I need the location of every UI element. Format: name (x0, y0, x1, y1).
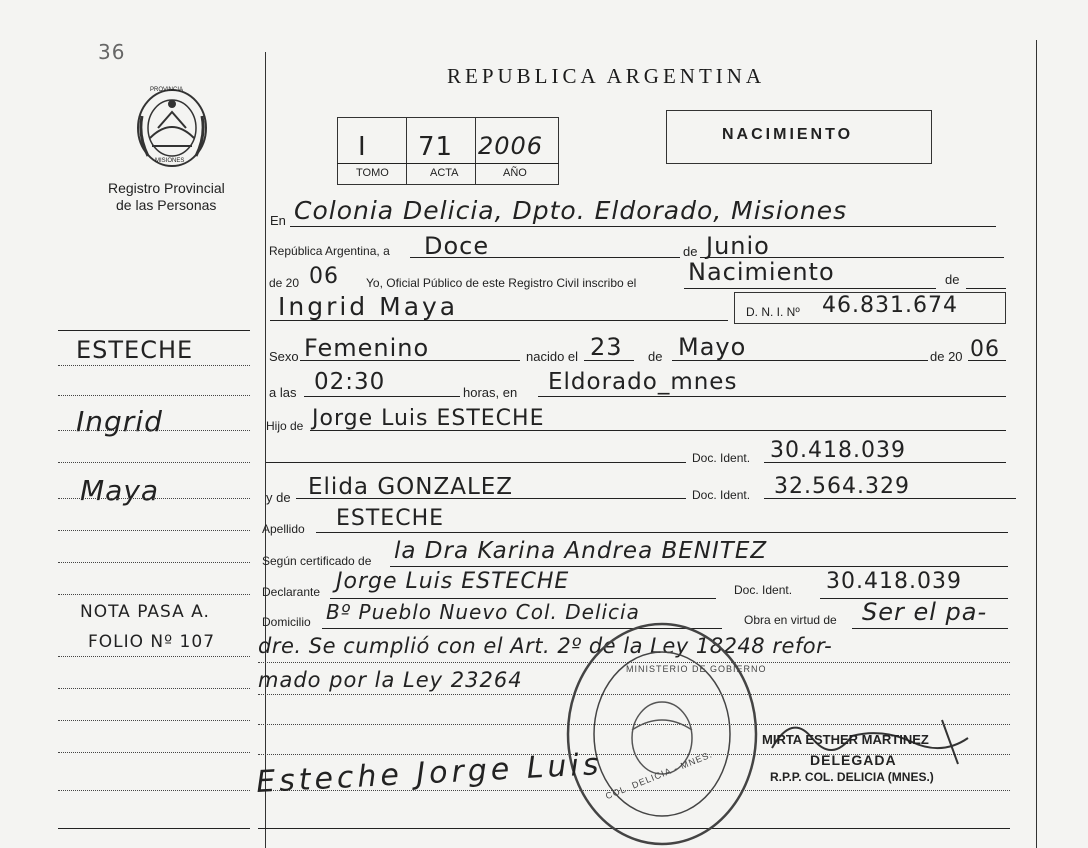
registry-line2: de las Personas (116, 197, 217, 213)
margin-rule-2 (58, 395, 250, 396)
apellido-rule (316, 532, 1008, 533)
mother-rule (296, 498, 686, 499)
nacido-label: nacido el (526, 349, 579, 364)
republica-label: República Argentina, a (269, 244, 390, 258)
en-rule (290, 226, 996, 227)
official-stamp-icon (562, 620, 762, 848)
margin-surname: ESTECHE (76, 336, 194, 364)
acta-value: 71 (418, 132, 454, 162)
father-doc-label: Doc. Ident. (692, 451, 751, 465)
officer-office: R.P.P. COL. DELICIA (MNES.) (770, 770, 934, 784)
inscription-rule (684, 288, 936, 289)
sexo-rule (300, 360, 520, 361)
mother-doc-rule (764, 498, 1016, 499)
act-type-label: NACIMIENTO (722, 126, 854, 143)
continuation-line2: mado por la Ley 23264 (258, 668, 523, 692)
margin-rule-10 (58, 688, 250, 689)
horas-label: horas, en (463, 385, 518, 400)
declarante-rule (330, 598, 716, 599)
obra-rule (852, 628, 1008, 629)
year-prefix: de 20 (269, 276, 300, 290)
declarante-doc-label: Doc. Ident. (734, 583, 793, 597)
dni-value: 46.831.674 (822, 293, 958, 318)
de-label-3: de (648, 349, 663, 364)
declarante-doc: 30.418.039 (826, 569, 962, 594)
margin-middle-name: Maya (80, 474, 160, 507)
anio-value: 2006 (478, 132, 544, 160)
en-value: Colonia Delicia, Dpto. Eldorado, Misiones (294, 196, 848, 225)
father-doc-blank-rule (266, 462, 686, 463)
inscription-value: Nacimiento (688, 258, 835, 286)
domicilio-label: Domicilio (262, 615, 311, 629)
day-value: Doce (424, 232, 490, 260)
mother-doc: 32.564.329 (774, 474, 910, 499)
birth-place: Eldorado_mnes (548, 369, 738, 395)
birth-time: 02:30 (314, 369, 386, 395)
anio-label: AÑO (503, 167, 527, 179)
certificado-value: la Dra Karina Andrea BENITEZ (394, 538, 768, 564)
continuation-line1: dre. Se cumplió con el Art. 2º de la Ley 18248 refor- (258, 634, 833, 658)
margin-rule-1 (58, 365, 250, 366)
stamp-bottom-text: COL. DELICIA - MNES. (604, 749, 714, 802)
margin-note-line2: FOLIO Nº 107 (88, 632, 216, 652)
margin-rule-top (58, 330, 250, 331)
name-rule (270, 320, 728, 321)
record-id-divider-2 (475, 117, 476, 185)
tomo-value: I (358, 132, 367, 162)
record-id-divider-1 (406, 117, 407, 185)
father-doc: 30.418.039 (770, 438, 906, 463)
certificado-label: Según certificado de (262, 554, 372, 568)
domicilio-value: Bº Pueblo Nuevo Col. Delicia (326, 600, 640, 624)
margin-rule-bottom (58, 828, 250, 829)
hijo-label: Hijo de (266, 419, 304, 433)
en-label: En (270, 213, 286, 228)
father-name: Jorge Luis ESTECHE (312, 406, 545, 431)
margin-rule-9 (58, 656, 250, 657)
margin-rule-12 (58, 752, 250, 753)
mother-name: Elida GONZALEZ (308, 474, 514, 500)
de-rule-2 (966, 288, 1006, 289)
official-text: Yo, Oficial Público de este Registro Civil inscribo el (366, 276, 637, 290)
birth-day: 23 (590, 333, 623, 361)
stamp-inner-text: MINISTERIO DE GOBIERNO (626, 664, 767, 674)
certificado-rule (390, 566, 1008, 567)
birth-day-rule (584, 360, 634, 361)
birth-year-rule (968, 360, 1006, 361)
yde-label: y de (266, 490, 291, 505)
mother-doc-label: Doc. Ident. (692, 488, 751, 502)
day-rule (410, 257, 680, 258)
obra-value: Ser el pa- (862, 598, 988, 626)
sexo-label: Sexo (269, 349, 299, 364)
sexo-value: Femenino (304, 334, 430, 362)
a-las-label: a las (269, 385, 297, 400)
seal-top-text: PROVINCIA (150, 87, 184, 93)
month-value: Junio (706, 232, 770, 260)
margin-rule-13 (58, 790, 250, 791)
page-number: 36 (98, 40, 126, 64)
birth-place-rule (538, 396, 1006, 397)
father-rule (310, 430, 1006, 431)
seal-bottom-text: MISIONES (155, 158, 185, 164)
margin-first-name: Ingrid (76, 405, 163, 438)
margin-divider (265, 52, 266, 848)
right-border (1036, 40, 1037, 848)
birth-month-rule (672, 360, 928, 361)
birth-year-suffix: 06 (970, 337, 1000, 362)
apellido-label: Apellido (262, 522, 305, 536)
document-title: REPUBLICA ARGENTINA (447, 64, 766, 88)
declarante-label: Declarante (262, 585, 321, 599)
tomo-label: TOMO (356, 167, 389, 179)
dni-label: D. N. I. Nº (746, 305, 800, 319)
apellido-value: ESTECHE (336, 506, 445, 531)
margin-note-line1: NOTA PASA A. (80, 602, 210, 622)
obra-label: Obra en virtud de (744, 613, 837, 627)
de-label-2: de (945, 272, 960, 287)
officer-role: DELEGADA (810, 752, 897, 768)
margin-rule-7 (58, 562, 250, 563)
declarante-value: Jorge Luis ESTECHE (336, 569, 570, 594)
margin-rule-6 (58, 530, 250, 531)
registry-line1: Registro Provincial (108, 180, 225, 196)
acta-label: ACTA (430, 167, 459, 179)
officer-name: MIRTA ESTHER MARTINEZ (762, 732, 929, 747)
birth-time-rule (304, 396, 460, 397)
margin-rule-11 (58, 720, 250, 721)
declarant-signature: Esteche Jorge Luis (255, 746, 604, 801)
record-id-label-rule (337, 163, 559, 164)
birth-month: Mayo (678, 333, 747, 361)
year-suffix: 06 (309, 264, 339, 289)
father-doc-rule (764, 462, 1006, 463)
de20-label: de 20 (930, 349, 963, 364)
margin-rule-8 (58, 594, 250, 595)
name-value: Ingrid Maya (278, 292, 459, 321)
de-label: de (683, 244, 698, 259)
margin-rule-5 (58, 498, 250, 499)
margin-rule-3 (58, 430, 250, 431)
margin-rule-4 (58, 462, 250, 463)
